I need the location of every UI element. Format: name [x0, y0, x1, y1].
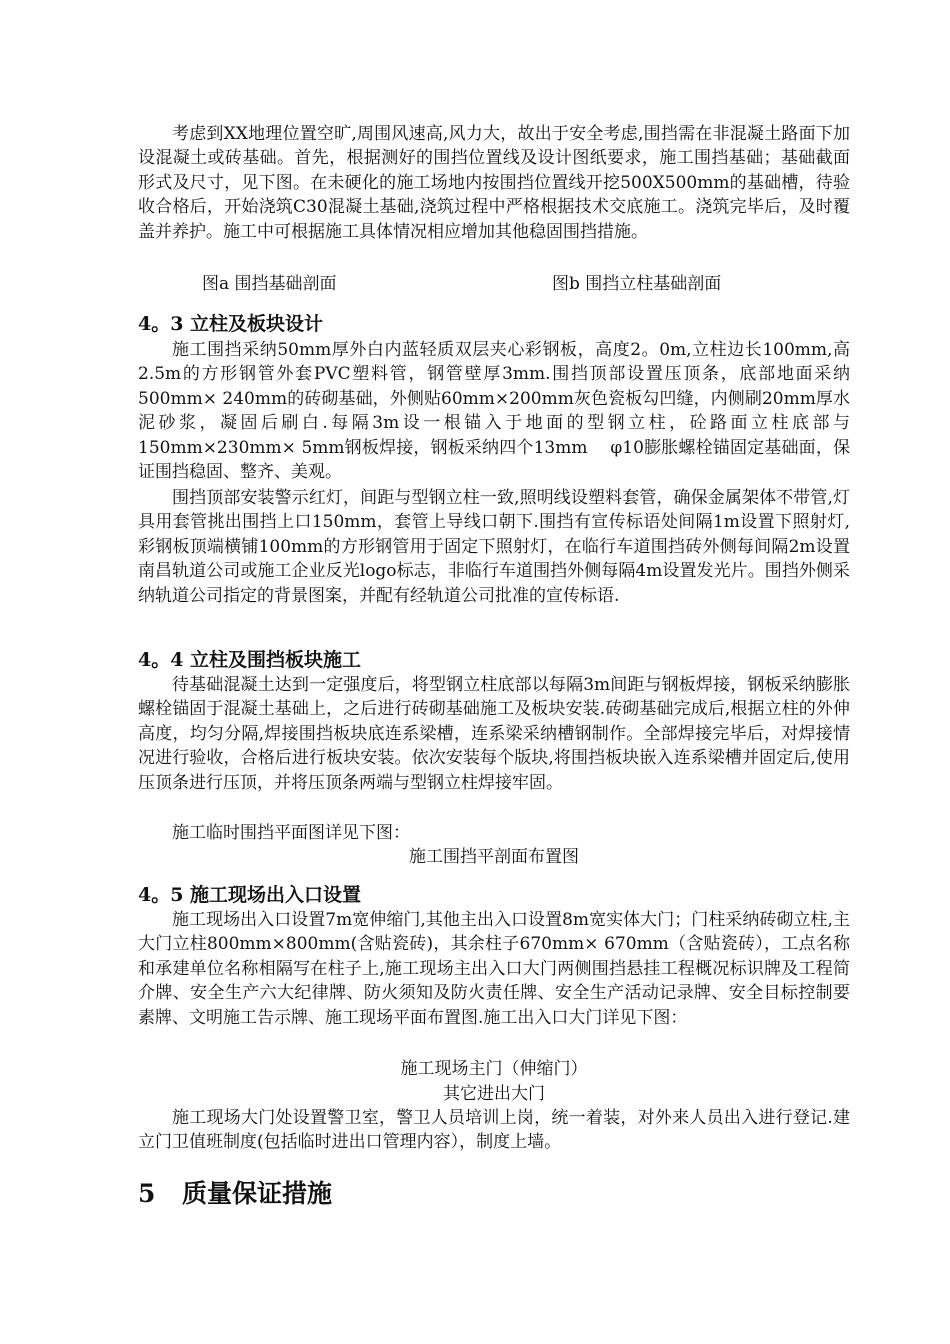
chapter-title: 质量保证措施 [182, 1179, 333, 1208]
paragraph-warning-lights: 围挡顶部安装警示红灯，间距与型钢立柱一致,照明线设塑料套管，确保金属架体不带管,灯具用套管挑出围挡上口150mm，套管上导线口朝下.围挡有宣传标语处间隔1m设置下照射灯,彩钢板顶端横铺100mm的方形钢管用于固定下照射灯，在临行车道围挡砖外侧每间隔2m设置南昌轨道公司或施工企业反光logo标志，非临行车道围挡外侧每隔4m设置发光片。围挡外侧采纳轨道公司指定的背景图案，并配有经轨道公司批准的宣传标语. [138, 488, 850, 606]
figure-caption-main-gate: 施工现场主门（伸缩门） [400, 1059, 588, 1079]
section-heading-4-5: 4。5 施工现场出入口设置 [138, 884, 362, 906]
paragraph-foundation: 考虑到XX地理位置空旷,周围风速高,风力大，故出于安全考虑,围挡需在非混凝土路面下加设混凝土或砖基础。首先，根据测好的围挡位置线及设计图纸要求，施工围挡基础；基础截面形式及尺寸，见下图。在未硬化的施工场地内按围挡位置线开挖500X500mm的基础槽，待验收合格后，开始浇筑C30混凝土基础,浇筑过程中严格根据技术交底施工。浇筑完毕后，及时覆盖并养护。施工中可根据施工具体情况相应增加其他稳固围挡措施。 [138, 124, 850, 242]
section-heading-4-4: 4。4 立柱及围挡板块施工 [138, 649, 362, 671]
paragraph-guard-room: 施工现场大门处设置警卫室，警卫人员培训上岗，统一着装，对外来人员出入进行登记.建立门卫值班制度(包括临时进出口管理内容），制度上墙。 [138, 1108, 850, 1153]
paragraph-plan-reference: 施工临时围挡平面图详见下图： [172, 823, 410, 843]
figure-caption-a: 图a 围挡基础剖面 [202, 274, 337, 294]
figure-caption-plan: 施工围挡平剖面布置图 [409, 847, 579, 867]
paragraph-entrance-setup: 施工现场出入口设置7m宽伸缩门,其他主出入口设置8m宽实体大门；门柱采纳砖砌立柱,主大门立柱800mm×800mm(含贴瓷砖)，其余柱子670mm× 670mm（含贴瓷砖），工点名称和承建单位名称相隔写在柱子上,施工现场主出入口大门两侧围挡悬挂工程概况标识牌及工程简介牌、安全生产六大纪律牌、防火须知及防火责任牌、安全生产活动记录牌、安全目标控制要素牌、文明施工告示牌、施工现场平面布置图.施工出入口大门详见下图： [138, 910, 850, 1028]
figure-caption-other-gate: 其它进出大门 [443, 1084, 545, 1104]
figure-caption-b: 图b 围挡立柱基础剖面 [552, 274, 722, 294]
chapter-number: 5 [138, 1179, 156, 1208]
paragraph-column-construction: 待基础混凝土达到一定强度后，将型钢立柱底部以每隔3m间距与钢板焊接，钢板采纳膨胀螺栓锚固于混凝土基础上，之后进行砖砌基础施工及板块安装.砖砌基础完成后,根据立柱的外伸高度，均匀分隔,焊接围挡板块底连系梁槽，连系梁采纳槽钢制作。全部焊接完毕后，对焊接情况进行验收，合格后进行板块安装。依次安装每个版块,将围挡板块嵌入连系梁槽并固定后,使用压顶条进行压顶，并将压顶条两端与型钢立柱焊接牢固。 [138, 675, 850, 793]
section-heading-4-3: 4。3 立柱及板块设计 [138, 313, 324, 335]
chapter-heading-5 [138, 1178, 332, 1210]
paragraph-panel-design: 施工围挡采纳50mm厚外白内蓝轻质双层夹心彩钢板，高度2。0m,立柱边长100mm,高2.5m的方形钢管外套PVC塑料管，钢管壁厚3mm.围挡顶部设置压顶条，底部地面采纳500mm× 240mm的砖砌基础，外侧贴60mm×200mm灰色瓷板勾凹缝，内侧刷20mm厚水泥砂浆，凝固后刷白.每隔3m设一根锚入于地面的型钢立柱，砼路面立柱底部与150mm×230mm× 5mm钢板焊接，钢板采纳四个13mm φ10膨胀螺栓锚固定基础面，保证围挡稳固、整齐、美观。 [138, 340, 850, 483]
